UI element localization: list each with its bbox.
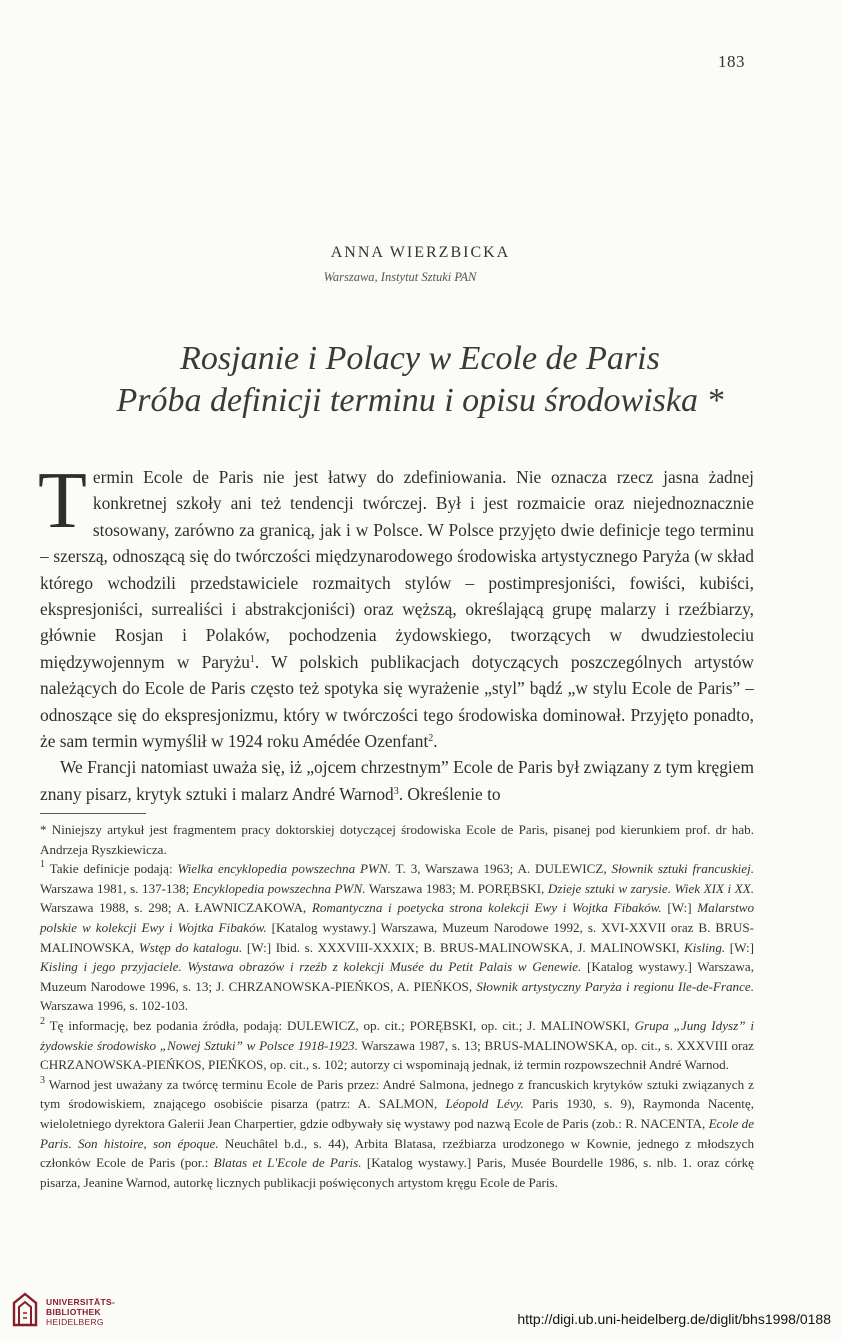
- library-name-line-3: HEIDELBERG: [46, 1317, 104, 1327]
- footnote-1-citation: Kisling i jego przyjaciele. Wystawa obrazów i rzeźb z kolekcji Musée du Petit Palais w Genewie.: [40, 959, 582, 975]
- library-seal-icon: [10, 1291, 40, 1327]
- title-line-2: Próba definicji terminu i opisu środowiska *: [116, 382, 724, 419]
- footnote-1-text: [W:]: [725, 939, 754, 955]
- footnote-2-number: 2: [40, 1015, 45, 1027]
- library-name-line-2: BIBLIOTHEK: [46, 1307, 101, 1317]
- author-name: ANNA WIERZBICKA: [330, 244, 511, 261]
- footnote-3-citation: Léopold Lévy.: [445, 1096, 524, 1112]
- paragraph-1-text-b: . W polskich publikacjach dotyczących poszczególnych artystów należących do Ecole de Paris często też spotyka się wyrażenie „styl” bądź „w stylu Ecole de Paris” – odnoszące się do ekspresjonizmu, który w twórczości tego środowiska dominował. Przyjęto ponadto, że sam termin wymyślił w 1924 roku Amédée Ozenfant: [40, 651, 754, 752]
- footnote-1-number: 1: [40, 859, 45, 871]
- footnote-ref-3[interactable]: 3: [393, 785, 399, 797]
- footnote-2-text: Warszawa 1987, s. 13; BRUS-MALINOWSKA, op. cit., s. XXXVIII oraz CHRZANOWSKA-PIEŃKOS, PIEŃKOS, op. cit., s. 102; autorzy ci wspominają jednak, iż termin rozpowszechnił André Warnod.: [40, 1037, 754, 1073]
- paragraph-1-text-c: .: [433, 731, 438, 752]
- footnote-1: [40, 859, 754, 1016]
- footnote-1-citation: Słownik sztuki francuskiej.: [611, 861, 755, 877]
- source-url-link[interactable]: http://digi.ub.uni-heidelberg.de/diglit/bhs1998/0188: [517, 1311, 831, 1327]
- drop-cap: T: [38, 457, 87, 545]
- footnote-1-text: [Katalog wystawy.] Warszawa, Muzeum Narodowe 1996, s. 13; J. CHRZANOWSKA-PIEŃKOS, A. PIEŃKOS,: [40, 959, 755, 994]
- footnote-1-text: [Katalog wystawy.] Warszawa, Muzeum Narodowe 1992, s. XVI-XXVII oraz B. BRUS-MALINOWSKA,: [40, 919, 755, 955]
- paragraph-1: [38, 457, 754, 754]
- footnote-1-text: Warszawa 1996, s. 102-103.: [40, 998, 189, 1014]
- footnote-star: * Niniejszy artykuł jest fragmentem pracy doktorskiej dotyczącej środowiska Ecole de Paris, pisanej pod kierunkiem prof. dr hab. Andrzeja Ryszkiewicza.: [40, 822, 754, 857]
- paragraph-1-text-a: ermin Ecole de Paris nie jest łatwy do zdefiniowania. Nie oznacza rzecz jasna żadnej konkretnej szkoły ani też tendencji twórczej. Był i jest rozmaicie oraz niejednoznacznie stosowany, zarówno za granicą, jak i w Polsce. W Polsce przyjęto dwie definicje tego terminu – szerszą, odnoszącą się do twórczości międzynarodowego środowiska artystycznego Paryża (w skład którego wchodzili przedstawiciele rozmaitych stylów – postimpresjoniści, fowiści, kubiści, ekspresjoniści, surrealiści i abstrakcjoniści) oraz węższą, określającą grupę malarzy i rzeźbiarzy, głównie Rosjan i Polaków, pochodzenia żydowskiego, tworzących w dwudziestoleciu międzywojennym w Paryżu: [40, 467, 754, 672]
- footnote-1-text: Warszawa 1981, s. 137-138;: [40, 880, 193, 896]
- library-logo[interactable]: [8, 1289, 128, 1331]
- footnote-3-citation: Ecole de Paris. Son histoire, son époque.: [40, 1115, 755, 1151]
- footnote-1-citation: Malarstwo polskie w kolekcji Ewy i Wojtka Fibaków.: [40, 900, 754, 935]
- library-name: [46, 1297, 115, 1327]
- footnote-3-text: Paris 1930, s. 9), Raymonda Nacentę, wieloletniego dyrektora Galerii Jean Charpertier, gdzie odbywały się wystawy pod nazwą Ecole de Paris (zob.: R. NACENTA,: [40, 1096, 754, 1131]
- footnote-1-citation: Wstęp do katalogu.: [138, 939, 243, 955]
- footnote-3-number: 3: [40, 1074, 45, 1086]
- footnote-3: [40, 1075, 754, 1193]
- footnote-1-text: Takie definicje podają:: [45, 861, 178, 877]
- footnote-1-citation: Kisling.: [684, 939, 726, 955]
- footnote-1-citation: Wielka encyklopedia powszechna PWN.: [177, 861, 391, 877]
- footnote-1-text: Warszawa 1988, s. 298; A. ŁAWNICZAKOWA,: [40, 900, 312, 916]
- title-line-1: Rosjanie i Polacy w Ecole de Paris: [180, 340, 660, 377]
- footnote-2: [40, 1016, 754, 1075]
- footnote-1-text: T. 3, Warszawa 1963; A. DULEWICZ,: [390, 861, 612, 877]
- page-number: 183: [718, 52, 745, 71]
- footnote-ref-2[interactable]: 2: [428, 733, 434, 745]
- footnote-3-text: [Katalog wystawy.] Paris, Musée Bourdelle 1986, s. nlb. 1. oraz córkę pisarza, Jeanine Warnod, autorkę licznych publikacji poświęconych artystom kręgu Ecole de Paris.: [40, 1155, 754, 1190]
- footnote-1-citation: Dzieje sztuki w zarysie. Wiek XIX i XX.: [547, 880, 755, 896]
- footnote-2-text: Tę informację, bez podania źródła, podają: DULEWICZ, op. cit.; PORĘBSKI, op. cit.; J. MALINOWSKI,: [45, 1017, 635, 1033]
- footnote-divider: [40, 813, 146, 814]
- article-title: [30, 338, 810, 422]
- footnotes: [40, 820, 754, 1192]
- library-name-line-1: UNIVERSITÄTS-: [46, 1297, 116, 1307]
- footnote-3-citation: Blatas et L'Ecole de Paris.: [213, 1155, 362, 1171]
- paragraph-2-text-a: We Francji natomiast uważa się, iż „ojcem chrzestnym” Ecole de Paris był związany z tym kręgiem znany pisarz, krytyk sztuki i malarz André Warnod: [40, 757, 754, 804]
- author-affiliation: Warszawa, Instytut Sztuki PAN: [323, 270, 477, 284]
- footnote-1-text: [W:] Ibid. s. XXXVIII-XXXIX; B. BRUS-MALINOWSKA, J. MALINOWSKI,: [242, 939, 685, 955]
- footnote-1-citation: Romantyczna i poetycka strona kolekcji Ewy i Wojtka Fibaków.: [311, 900, 662, 916]
- footnote-1-text: [W:]: [661, 900, 698, 916]
- footnote-1-citation: Encyklopedia powszechna PWN.: [192, 880, 366, 896]
- paragraph-2: [40, 754, 754, 807]
- footnote-3-text: Warnod jest uważany za twórcę terminu Ecole de Paris przez: André Salmona, jednego z francuskich krytyków sztuki związanych z tym środowiskiem, znającego osobiście pisarza (patrz: A. SALMON,: [40, 1076, 754, 1112]
- article-body: [38, 457, 754, 807]
- footnote-1-text: Warszawa 1983; M. PORĘBSKI,: [365, 880, 548, 896]
- footnote-ref-1[interactable]: 1: [249, 653, 255, 665]
- footnote-1-citation: Słownik artystyczny Paryża i regionu Ile-de-France.: [476, 978, 754, 994]
- footnote-2-citation: Grupa „Jung Idysz” i żydowskie środowisko „Nowej Sztuki” w Polsce 1918-1923.: [40, 1017, 755, 1053]
- footnote-3-text: Neuchâtel b.d., s. 44), Arbita Blatasa, rzeźbiarza urodzonego w Kownie, jednego z młodszych członków Ecole de Paris (por.:: [40, 1135, 754, 1171]
- paragraph-2-text-b: . Określenie to: [398, 783, 501, 804]
